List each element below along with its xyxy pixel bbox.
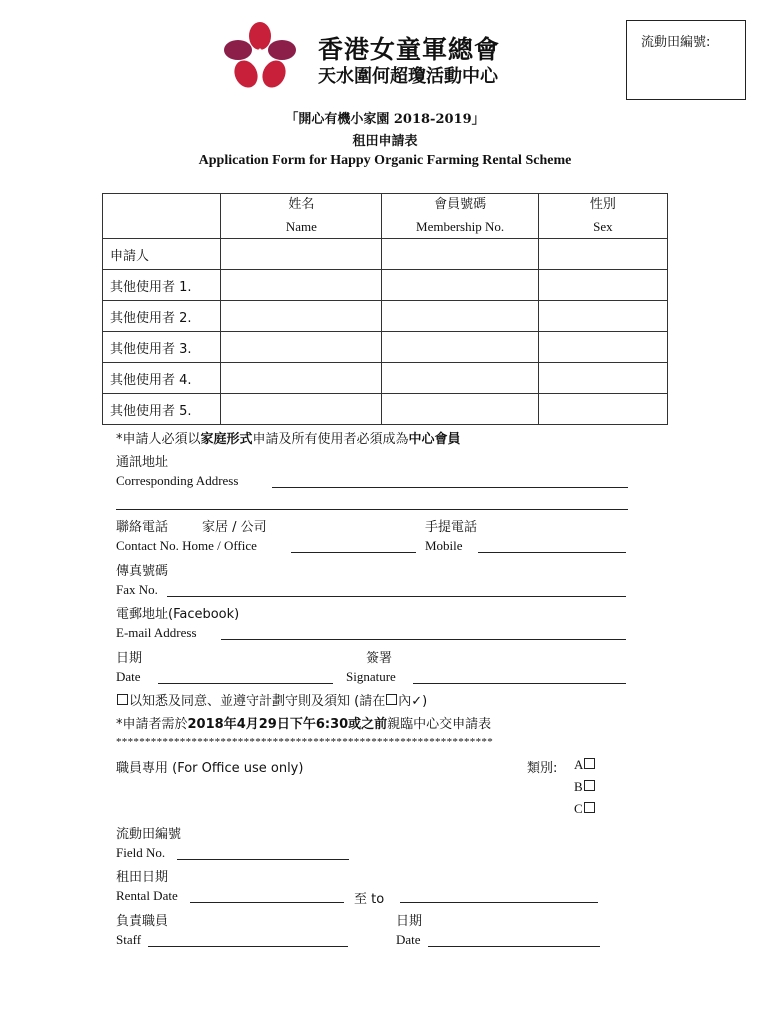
category-option-c[interactable] bbox=[574, 801, 596, 817]
date-label-zh: 日期 bbox=[116, 651, 143, 666]
name-cell[interactable] bbox=[221, 301, 382, 332]
header-name-en: Name bbox=[285, 219, 317, 234]
category-label: 類別: bbox=[527, 761, 558, 776]
deadline-date: 2018年4月29日下午6:30或之前 bbox=[187, 717, 388, 732]
table-header-row bbox=[103, 194, 668, 239]
staff-date-field[interactable] bbox=[428, 946, 600, 947]
rental-date-to-label: 至 to bbox=[354, 892, 385, 907]
rental-date-label-en: Rental Date bbox=[116, 888, 178, 903]
mobile-label-zh: 手提電話 bbox=[425, 520, 478, 535]
signature-label-en: Signature bbox=[346, 669, 396, 684]
sex-cell[interactable] bbox=[538, 332, 667, 363]
header-membership-en: Membership No. bbox=[416, 219, 505, 234]
sex-cell[interactable] bbox=[538, 239, 667, 270]
home-office-label-zh: 家居 / 公司 bbox=[202, 520, 267, 535]
rental-date-from-field[interactable] bbox=[190, 902, 344, 903]
row-label-user-3: 其他使用者 3. bbox=[103, 332, 221, 363]
sex-cell[interactable] bbox=[538, 270, 667, 301]
organization-logo bbox=[224, 22, 296, 92]
signature-field[interactable] bbox=[413, 683, 626, 684]
header-membership-zh: 會員號碼 bbox=[434, 197, 487, 212]
note-bold-member: 中心會員 bbox=[408, 432, 461, 447]
field-no-label-en: Field No. bbox=[116, 845, 166, 860]
sex-cell[interactable] bbox=[538, 363, 667, 394]
contact-label-en: Contact No. Home / Office bbox=[116, 538, 257, 553]
membership-cell[interactable] bbox=[382, 394, 538, 425]
membership-cell[interactable] bbox=[382, 270, 538, 301]
category-b-checkbox[interactable] bbox=[584, 780, 595, 791]
row-label-applicant: 申請人 bbox=[103, 239, 221, 270]
category-c-label: C bbox=[574, 801, 583, 816]
sex-cell[interactable] bbox=[538, 301, 667, 332]
table-row bbox=[103, 394, 668, 425]
field-number-box-label: 流動田編號: bbox=[641, 35, 711, 50]
form-title-en: Application Form for Happy Organic Farming Rental Scheme bbox=[198, 153, 572, 168]
row-label-user-2: 其他使用者 2. bbox=[103, 301, 221, 332]
header-name-zh: 姓名 bbox=[288, 197, 315, 212]
applicant-table bbox=[102, 193, 668, 425]
name-cell[interactable] bbox=[221, 332, 382, 363]
table-header-name bbox=[221, 194, 382, 239]
home-office-field[interactable] bbox=[291, 552, 416, 553]
agreement-text: 以知悉及同意、並遵守計劃守則及須知 (請在 bbox=[129, 694, 386, 709]
row-label-user-4: 其他使用者 4. bbox=[103, 363, 221, 394]
category-option-a[interactable] bbox=[574, 757, 596, 773]
agreement-checkbox[interactable] bbox=[117, 694, 128, 705]
deadline-text-1: *申請者需於 bbox=[116, 717, 188, 732]
table-header-membership bbox=[382, 194, 538, 239]
table-header-blank bbox=[103, 194, 221, 239]
fax-label-en: Fax No. bbox=[116, 582, 158, 597]
deadline-note bbox=[116, 713, 491, 732]
membership-cell[interactable] bbox=[382, 332, 538, 363]
header-sex-zh: 性別 bbox=[589, 197, 616, 212]
name-cell[interactable] bbox=[221, 239, 382, 270]
deadline-text-2: 親臨中心交申請表 bbox=[387, 717, 492, 732]
category-a-label: A bbox=[574, 757, 584, 772]
staff-date-label-zh: 日期 bbox=[396, 914, 423, 929]
email-label-zh: 電郵地址(Facebook) bbox=[116, 607, 240, 622]
note-text-1: *申請人必須以 bbox=[116, 432, 201, 447]
address-field-line-2[interactable] bbox=[116, 509, 628, 510]
table-row bbox=[103, 239, 668, 270]
category-option-b[interactable] bbox=[574, 779, 596, 795]
contact-label-zh: 聯絡電話 bbox=[116, 520, 169, 535]
table-row bbox=[103, 301, 668, 332]
mobile-field[interactable] bbox=[478, 552, 626, 553]
agreement-tail: 內✓) bbox=[398, 694, 428, 709]
name-cell[interactable] bbox=[221, 394, 382, 425]
membership-cell[interactable] bbox=[382, 239, 538, 270]
field-no-field[interactable] bbox=[177, 859, 349, 860]
row-label-user-1: 其他使用者 1. bbox=[103, 270, 221, 301]
rental-date-to-field[interactable] bbox=[400, 902, 598, 903]
staff-field[interactable] bbox=[148, 946, 348, 947]
mobile-label-en: Mobile bbox=[425, 538, 463, 553]
fax-label-zh: 傳真號碼 bbox=[116, 564, 169, 579]
email-label-en: E-mail Address bbox=[116, 625, 197, 640]
category-b-label: B bbox=[574, 779, 583, 794]
flower-logo-icon bbox=[224, 22, 296, 91]
staff-label-zh: 負責職員 bbox=[116, 914, 169, 929]
note-bold-family: 家庭形式 bbox=[200, 432, 253, 447]
center-name: 天水圍何超瓊活動中心 bbox=[318, 66, 498, 87]
table-row bbox=[103, 332, 668, 363]
header-sex-en: Sex bbox=[593, 219, 613, 234]
sex-cell[interactable] bbox=[538, 394, 667, 425]
fax-field[interactable] bbox=[167, 596, 626, 597]
staff-date-label-en: Date bbox=[396, 932, 421, 947]
date-field[interactable] bbox=[158, 683, 333, 684]
address-field-line-1[interactable] bbox=[272, 487, 628, 488]
note-text-2: 申請及所有使用者必須成為 bbox=[252, 432, 409, 447]
signature-label-zh: 簽署 bbox=[366, 651, 393, 666]
field-no-label-zh: 流動田編號 bbox=[116, 827, 182, 842]
staff-label-en: Staff bbox=[116, 932, 142, 947]
name-cell[interactable] bbox=[221, 270, 382, 301]
date-label-en: Date bbox=[116, 669, 141, 684]
address-label-en: Corresponding Address bbox=[116, 473, 239, 488]
table-row bbox=[103, 363, 668, 394]
form-title-scheme: 「開心有機小家園 2018-2019」 bbox=[285, 112, 485, 127]
email-field[interactable] bbox=[221, 639, 626, 640]
membership-cell[interactable] bbox=[382, 363, 538, 394]
family-membership-note bbox=[116, 428, 461, 447]
rental-date-label-zh: 租田日期 bbox=[116, 870, 169, 885]
form-title-zh: 租田申請表 bbox=[352, 134, 418, 149]
address-label-zh: 通訊地址 bbox=[116, 455, 169, 470]
separator-line: ***************************************************************** bbox=[116, 736, 493, 748]
category-c-checkbox[interactable] bbox=[584, 802, 595, 813]
table-header-sex bbox=[538, 194, 667, 239]
checkbox-sample-icon bbox=[386, 694, 397, 705]
organization-name: 香港女童軍總會 bbox=[318, 35, 501, 64]
name-cell[interactable] bbox=[221, 363, 382, 394]
office-use-label: 職員專用 (For Office use only) bbox=[116, 761, 304, 776]
agreement-line bbox=[116, 690, 427, 709]
membership-cell[interactable] bbox=[382, 301, 538, 332]
table-row bbox=[103, 270, 668, 301]
category-a-checkbox[interactable] bbox=[584, 758, 595, 769]
row-label-user-5: 其他使用者 5. bbox=[103, 394, 221, 425]
